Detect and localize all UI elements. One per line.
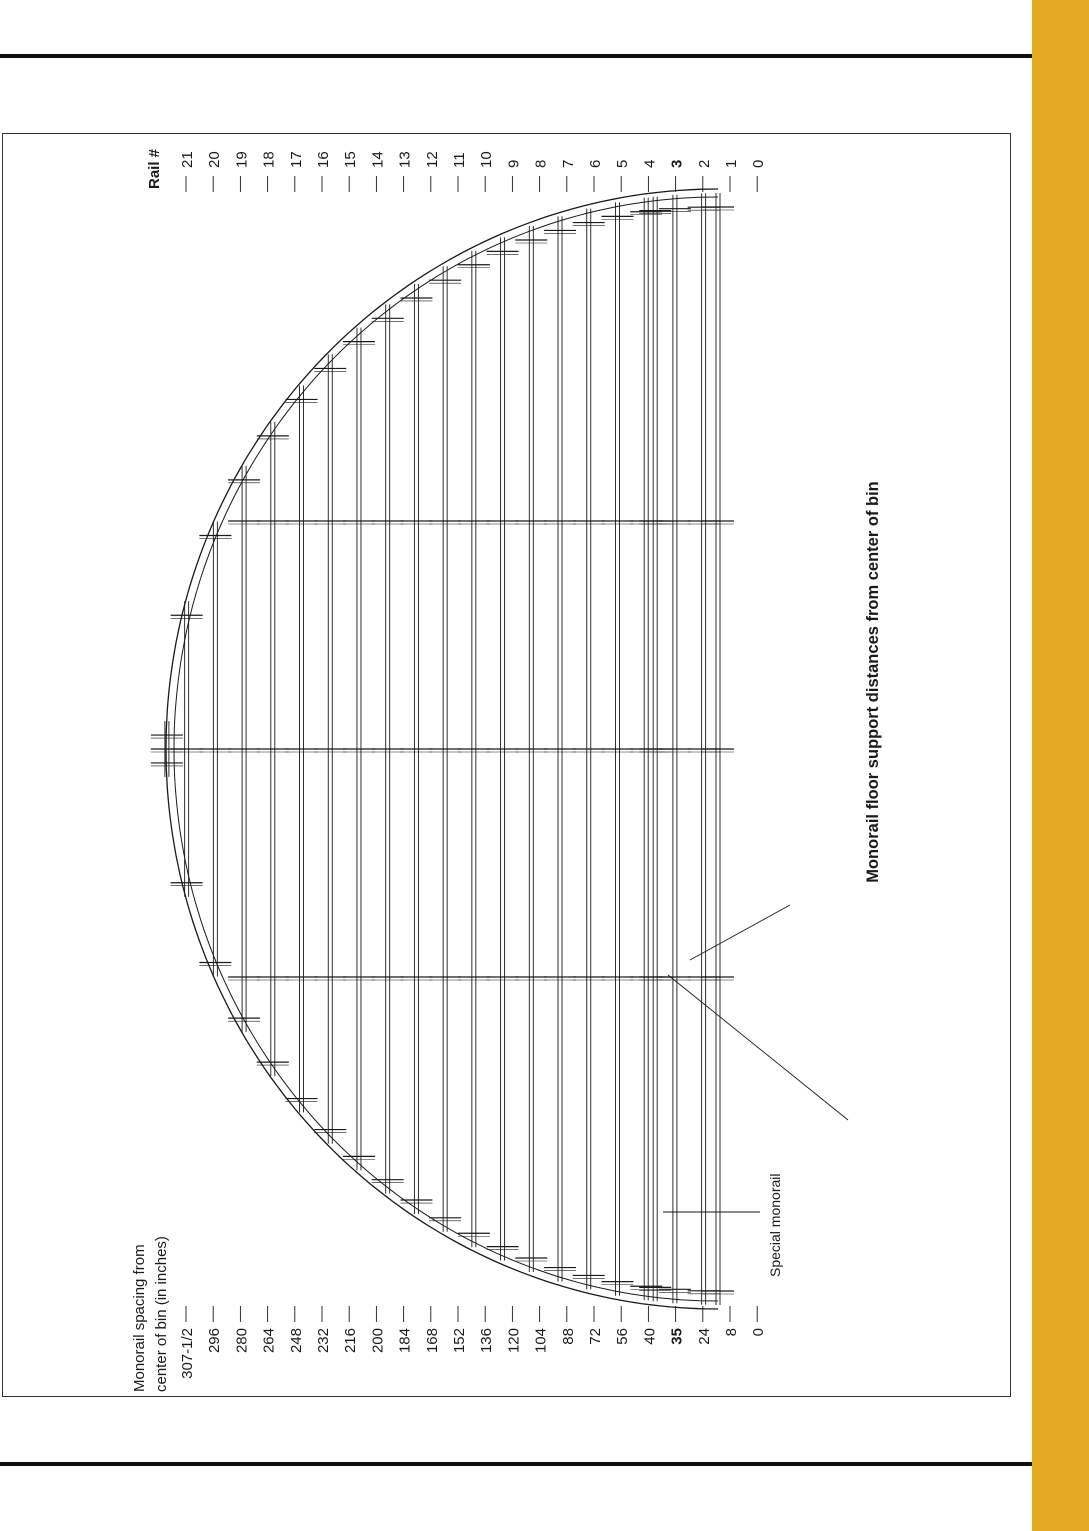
distance-label-56: 56 <box>614 1328 632 1345</box>
left-header-line2: center of bin (in inches) <box>153 1236 170 1392</box>
distance-label-296: 296 <box>206 1328 224 1354</box>
distance-label-264: 264 <box>260 1328 278 1354</box>
distance-label-280: 280 <box>233 1328 251 1354</box>
distance-label-136: 136 <box>478 1328 496 1354</box>
distance-label-8: 8 <box>723 1328 740 1337</box>
rail-number-3: 3 <box>668 159 686 168</box>
rail-number-1: 1 <box>723 159 740 168</box>
distance-label-232: 232 <box>315 1328 332 1354</box>
rail-number-13: 13 <box>396 151 414 168</box>
rail-labels <box>179 151 767 1379</box>
distance-label-24: 24 <box>695 1328 713 1345</box>
distance-label-40: 40 <box>641 1328 659 1345</box>
diagram-title: Monorail floor support distances from center of bin <box>864 481 882 883</box>
rail-number-16: 16 <box>315 151 332 168</box>
rail-number-7: 7 <box>559 159 577 168</box>
distance-label-152: 152 <box>451 1328 468 1354</box>
rail-number-5: 5 <box>614 159 632 168</box>
distance-label-120: 120 <box>505 1328 523 1354</box>
right-header: Rail # <box>146 148 163 189</box>
rail-number-6: 6 <box>587 159 604 168</box>
distance-label-216: 216 <box>342 1328 360 1354</box>
distance-label-200: 200 <box>369 1328 387 1354</box>
distance-label-184: 184 <box>396 1328 414 1354</box>
callout-leader-a <box>668 975 848 1120</box>
distance-label-88: 88 <box>559 1328 577 1345</box>
rail-number-11: 11 <box>451 152 468 168</box>
rail-number-12: 12 <box>423 151 441 168</box>
rail-number-18: 18 <box>260 151 278 168</box>
callout-lines <box>663 905 848 1212</box>
rail-number-15: 15 <box>342 151 360 168</box>
rail-number-21: 21 <box>179 151 196 168</box>
rail-number-10: 10 <box>478 151 496 168</box>
rail-number-4: 4 <box>641 159 659 168</box>
distance-label-0: 0 <box>750 1328 768 1337</box>
support-marks <box>151 207 734 1294</box>
rail-number-14: 14 <box>369 151 387 168</box>
callout-leader-b <box>690 905 790 960</box>
rail-number-20: 20 <box>206 151 224 168</box>
distance-label-307-1/2: 307-1/2 <box>179 1328 196 1379</box>
rail-number-9: 9 <box>505 159 523 168</box>
rail-number-17: 17 <box>287 151 305 168</box>
distance-label-35: 35 <box>668 1328 686 1345</box>
distance-label-248: 248 <box>287 1328 305 1354</box>
rail-number-19: 19 <box>233 151 251 168</box>
rail-number-8: 8 <box>532 159 550 168</box>
left-header-line1: Monorail spacing from <box>131 1244 148 1392</box>
rail-number-2: 2 <box>695 159 713 168</box>
rail-number-0: 0 <box>750 159 768 168</box>
distance-label-104: 104 <box>532 1328 550 1354</box>
callout-label-special-monorail: Special monorail <box>767 1173 783 1277</box>
distance-label-72: 72 <box>587 1328 604 1345</box>
distance-label-168: 168 <box>423 1328 441 1354</box>
